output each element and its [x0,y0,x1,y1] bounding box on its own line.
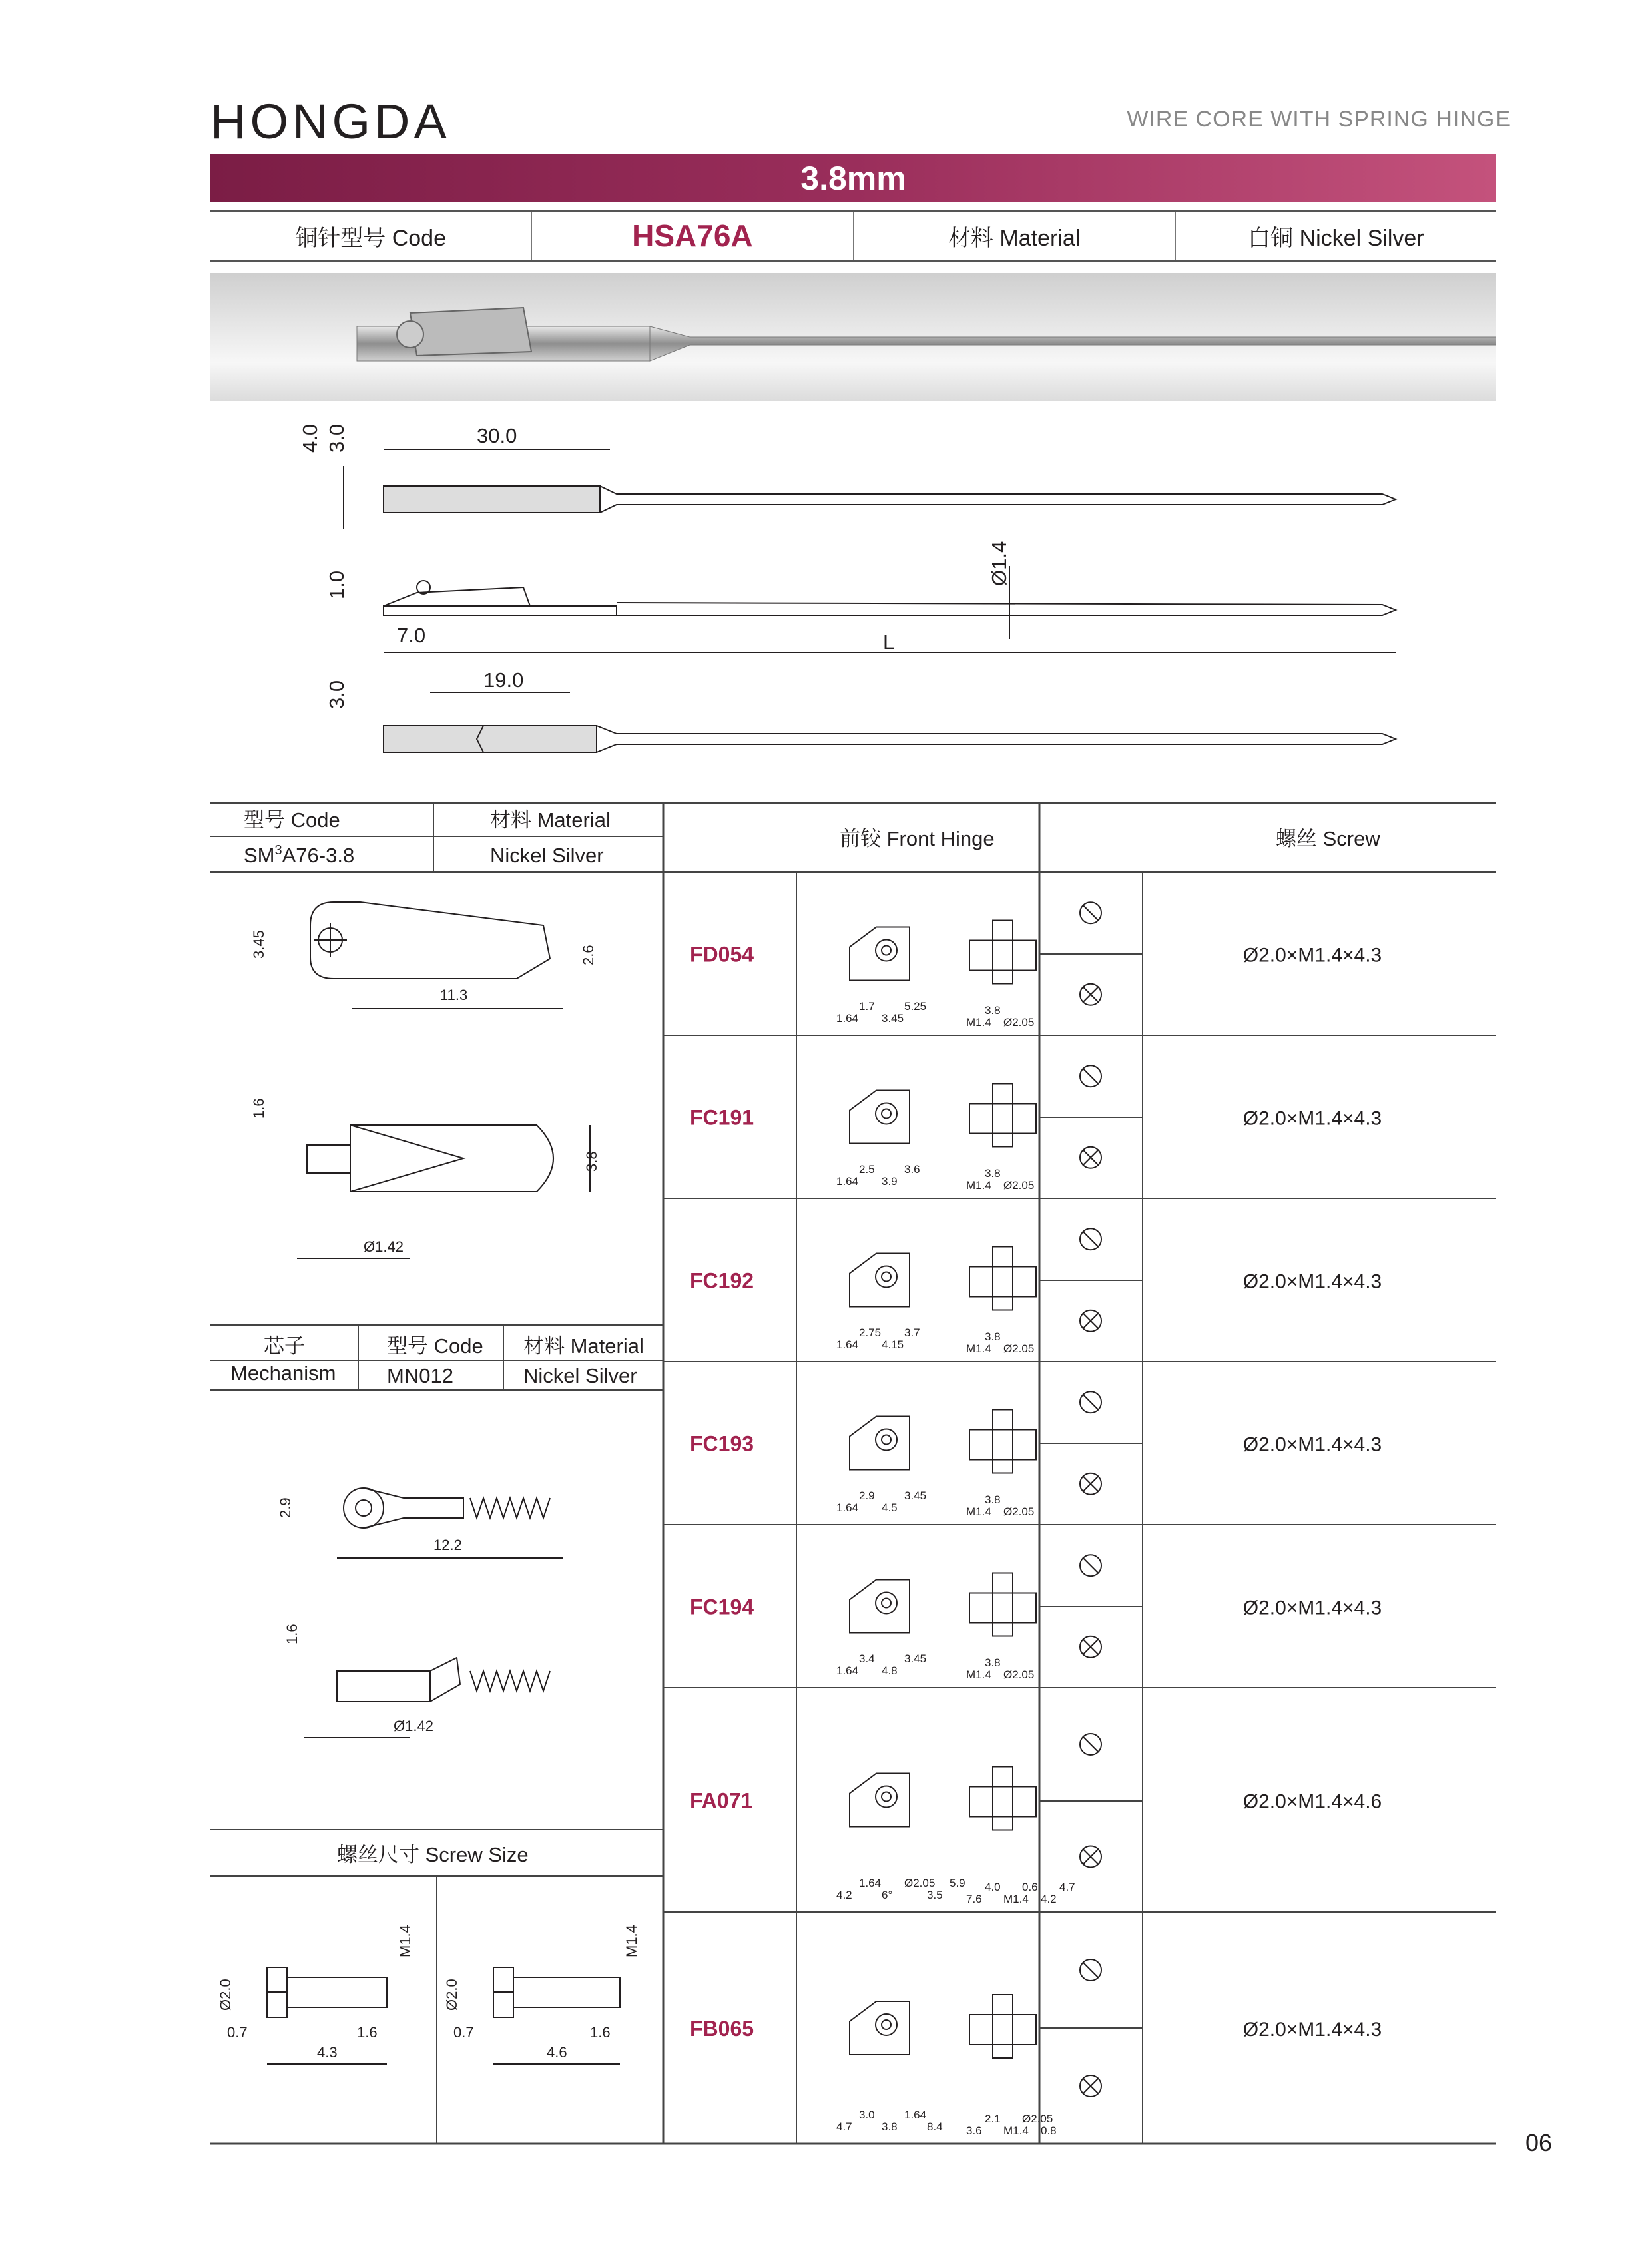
slotted-screw-icon [1080,1555,1101,1576]
screw1-len: 4.3 [317,2044,338,2061]
left-material-label: 材料 Material [490,808,611,832]
hinge-code: FB065 [690,2017,754,2041]
dim-7-0: 7.0 [397,624,426,647]
hinge-dim-label: 4.7 [836,2120,852,2133]
hinge-dim-label: 1.64 [836,1501,859,1514]
hinge-dim-label: Ø2.05 [1003,1668,1035,1681]
hinge-dim-label: 3.6 [966,2124,982,2137]
hinge-dim-f: Ø1.42 [364,1238,404,1255]
hinge-dim-a: 3.45 [250,930,267,959]
dim-3-0-b: 3.0 [325,680,348,709]
left-material-value: Nickel Silver [490,844,604,867]
cross-screw-icon [1080,984,1101,1005]
hinge-code: FC194 [690,1595,754,1619]
hinge-row [690,1228,1382,1355]
hinge-dim-label: 3.5 [927,1889,943,1901]
screw-spec: Ø2.0×M1.4×4.3 [1242,2019,1382,2041]
screw2-dia: Ø2.0 [443,1979,460,2011]
mech-dim-b: 12.2 [433,1537,462,1553]
hinge-code: FA071 [690,1788,753,1813]
hinge-dim-label: 3.0 [859,2109,875,2121]
hinge-dim-label: 2.1 [985,2113,1001,2125]
hinge-dim-label: 0.8 [1041,2124,1057,2137]
dim-1-0: 1.0 [325,570,348,599]
hinge-dim-label: 3.45 [882,1012,904,1025]
hinge-dim-label: 5.25 [904,1000,927,1013]
hinge-code: FC191 [690,1105,754,1130]
mechanism-cn: 芯子 [264,1334,305,1358]
mech-material-label: 材料 Material [523,1334,644,1358]
hinge-dim-label: 4.5 [882,1501,898,1514]
hinge-dim-label: 4.0 [985,1881,1001,1893]
left-code-value: $SM^3A76-3.8$ [244,843,355,867]
screw2-tip: 1.6 [590,2024,611,2041]
hinge-dim-label: M1.4 [966,1505,991,1518]
hinge-drawing [850,1247,1036,1310]
screw1-tip: 1.6 [357,2024,378,2041]
cross-screw-icon [1080,1147,1101,1168]
hinge-dim-label: 1.7 [859,1000,875,1013]
hinge-dim-label: Ø2.05 [1003,1342,1035,1355]
hinge-dim-label: 1.64 [904,2109,927,2121]
slotted-screw-icon [1080,1391,1101,1413]
hinge-dim-label: 4.8 [882,1664,898,1677]
hinge-dims [836,1326,1034,1355]
hinge-drawing [850,1573,1036,1636]
hinge-dim-label: 1.64 [859,1877,882,1889]
hinge-dim-label: M1.4 [1003,2124,1029,2137]
hinge-dim-label: 5.9 [950,1877,965,1889]
hinge-dim-label: Ø2.05 [1022,2113,1053,2125]
mech-dim-c: 1.6 [284,1624,300,1644]
mech-material: Nickel Silver [523,1364,637,1387]
hinge-dim-label: 3.8 [985,1493,1001,1506]
hinge-dim-label: M1.4 [966,1342,991,1355]
mech-code: MN012 [387,1364,453,1387]
size-title-bar: 3.8mm [210,154,1496,202]
hinge-dim-label: 0.6 [1022,1881,1038,1893]
front-hinge-rows [690,902,1382,2137]
hinge-dim-label: 3.8 [985,1167,1001,1180]
screw2-len: 4.6 [547,2044,567,2061]
hinge-drawing [850,1995,1036,2058]
hinge-row [690,902,1382,1029]
slotted-screw-icon [1080,902,1101,923]
page-number: 06 [1525,2129,1552,2156]
hinge-dim-label: 3.45 [904,1652,927,1665]
hinge-dim-label: 1.64 [836,1338,859,1351]
screw-spec: Ø2.0×M1.4×4.3 [1242,944,1382,967]
code-value: HSA76A [532,212,854,260]
product-photo [210,273,1496,401]
hinge-dim-label: Ø2.05 [1003,1016,1035,1029]
hinge-dim-label: 3.8 [985,1330,1001,1343]
cross-screw-icon [1080,1310,1101,1332]
mech-dim-a: 2.9 [277,1497,294,1518]
hinge-dim-e: 3.8 [583,1151,600,1172]
dim-4-0: 4.0 [298,423,322,453]
hinge-dims [836,1652,1034,1681]
hinge-dim-label: M1.4 [966,1668,991,1681]
hinge-code: FC192 [690,1268,754,1293]
dim-30-0: 30.0 [477,424,517,447]
hinge-row [690,1959,1382,2137]
front-hinge-header: 前铰 Front Hinge [840,827,995,850]
dim-l: L [883,630,895,654]
hinge-dim-label: 3.45 [904,1489,927,1502]
hinge-dim-label: 1.64 [836,1012,859,1025]
hinge-code: FC193 [690,1431,754,1456]
hinge-dim-label: 4.7 [1059,1881,1075,1893]
hinge-drawing [850,1410,1036,1473]
hinge-dim-label: 3.8 [985,1004,1001,1017]
screw-spec: Ø2.0×M1.4×4.3 [1242,1270,1382,1293]
dim-phi-1-4: Ø1.4 [987,541,1011,586]
hinge-dim-label: 4.15 [882,1338,904,1351]
spec-table [210,799,1496,2150]
hinge-dim-label: 3.6 [904,1163,920,1176]
hinge-dim-label: 2.9 [859,1489,875,1502]
hinge-dims [836,2109,1057,2137]
slotted-screw-icon [1080,1734,1101,1755]
mech-code-label: 型号 Code [387,1334,483,1358]
hinge-row [690,1065,1382,1192]
screw1-dia: Ø2.0 [217,1979,234,2011]
left-code-label: 型号 Code [244,808,340,832]
code-label: 铜针型号 Code [210,212,532,260]
page-tagline: WIRE CORE WITH SPRING HINGE [1127,107,1511,132]
hinge-code: FD054 [690,942,754,967]
material-value: 白铜 Nickel Silver [1248,225,1424,251]
hinge-row [690,1555,1382,1681]
dim-19-0: 19.0 [483,668,524,692]
hinge-dim-label: 3.4 [859,1652,875,1665]
spec-row [210,210,1496,262]
hinge-dim-label: Ø2.05 [904,1877,936,1889]
screw2-thread: M1.4 [623,1925,640,1957]
hinge-dim-c: 11.3 [440,987,468,1003]
hinge-dim-label: 2.75 [859,1326,882,1339]
hinge-dim-label: 3.9 [882,1175,898,1188]
cross-screw-icon [1080,1473,1101,1495]
slotted-screw-icon [1080,1228,1101,1250]
screw2-head: 0.7 [453,2024,474,2041]
hinge-dim-label: 4.2 [1041,1893,1057,1905]
screw-spec: Ø2.0×M1.4×4.3 [1242,1107,1382,1130]
screw-spec: Ø2.0×M1.4×4.6 [1242,1790,1382,1813]
screw1-thread: M1.4 [397,1925,413,1957]
material-label: 材料 Material [854,212,1176,260]
dim-3-0-a: 3.0 [325,423,348,453]
hinge-dim-label: M1.4 [966,1016,991,1029]
screw-size-label: 螺丝尺寸 Screw Size [337,1843,529,1866]
hinge-dim-label: 8.4 [927,2120,943,2133]
hinge-row [690,1391,1382,1518]
cross-screw-icon [1080,1636,1101,1658]
hinge-drawing [850,921,1036,984]
hinge-dim-label: 3.8 [985,1656,1001,1669]
hinge-dim-label: 1.64 [836,1664,859,1677]
hinge-dim-label: 6° [882,1889,893,1901]
screw-spec: Ø2.0×M1.4×4.3 [1242,1433,1382,1456]
mech-dim-d: Ø1.42 [394,1718,433,1734]
cross-screw-icon [1080,2075,1101,2097]
slotted-screw-icon [1080,1065,1101,1087]
hinge-dim-label: 2.5 [859,1163,875,1176]
hinge-dim-label: 7.6 [966,1893,982,1905]
hinge-row [690,1734,1382,1905]
brand-logo: HONGDA [210,94,451,149]
hinge-dim-label: 4.2 [836,1889,852,1901]
hinge-dim-label: M1.4 [1003,1893,1029,1905]
hinge-dim-label: 3.7 [904,1326,920,1339]
cross-screw-icon [1080,1846,1101,1868]
hinge-dim-b: 2.6 [580,945,597,965]
hinge-dims [836,1000,1034,1029]
hinge-dim-label: Ø2.05 [1003,1505,1035,1518]
wire-drawing [210,413,1496,786]
slotted-screw-icon [1080,1959,1101,1981]
hinge-dim-d: 1.6 [250,1098,267,1119]
hinge-dims [836,1163,1034,1192]
hinge-drawing [850,1084,1036,1147]
hinge-dim-label: 3.8 [882,2120,898,2133]
mechanism-en: Mechanism [230,1362,336,1385]
hinge-dim-label: M1.4 [966,1179,991,1192]
hinge-drawing [850,1767,1036,1830]
hinge-dim-label: Ø2.05 [1003,1179,1035,1192]
hinge-dims [836,1489,1034,1518]
screw-header: 螺丝 Screw [1276,827,1380,850]
screw1-head: 0.7 [227,2024,248,2041]
hinge-dim-label: 1.64 [836,1175,859,1188]
screw-spec: Ø2.0×M1.4×4.3 [1242,1597,1382,1619]
